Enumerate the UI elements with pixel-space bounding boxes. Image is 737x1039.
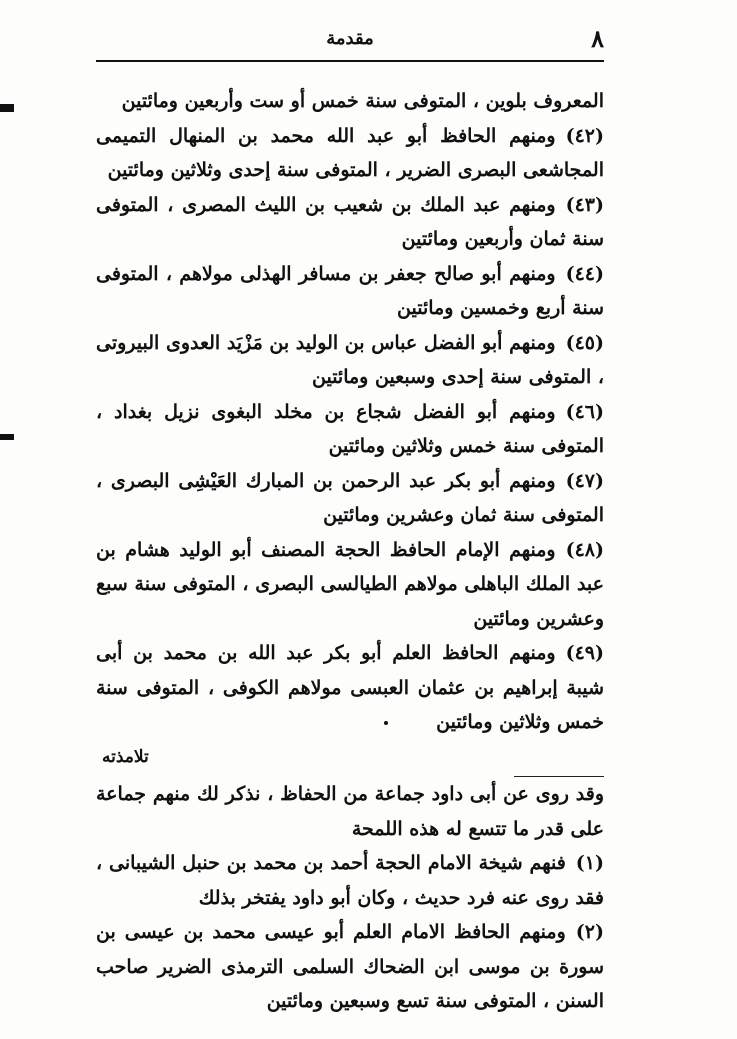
entry-text: ومنهم أبو الفضل عباس بن الوليد بن مَزْيَد العدوى البيروتى ، المتوفى سنة إحدى وسبعين ومائتين — [96, 331, 604, 388]
entry-text: ومنهم أبو صالح جعفر بن مسافر الهذلى مولاهم ، المتوفى سنة أربع وخمسين ومائتين — [96, 262, 604, 319]
page-header — [96, 24, 604, 58]
section-intro: وقد روى عن أبى داود جماعة من الحفاظ ، نذكر لك منهم جماعة على قدر ما تتسع له هذه اللمحة — [96, 783, 604, 840]
entry-43 — [96, 188, 604, 257]
page-number: ٨ — [591, 24, 604, 53]
entry-42 — [96, 119, 604, 188]
entry-45 — [96, 326, 604, 395]
entry-text: ومنهم الحافظ العلم أبو بكر عبد الله بن محمد بن أبى شيبة إبراهيم بن عثمان العبسى مولاهم الكوفى ، المتوفى سنة خمس وثلاثين ومائتين — [96, 642, 604, 733]
entry-number: (٤٢) — [565, 124, 604, 147]
entry-text: ومنهم أبو بكر عبد الرحمن بن المبارك العَيْشِى البصرى ، المتوفى سنة ثمان وعشرين ومائتين — [96, 469, 604, 526]
entry-46 — [96, 395, 604, 464]
entry-number: (٤٣) — [565, 193, 604, 216]
entry-text: فنهم شيخة الامام الحجة أحمد بن محمد بن حنبل الشيبانى ، فقد روى عنه فرد حديث ، وكان أبو داود يفتخر بذلك — [96, 852, 604, 909]
entry-text: ومنهم عبد الملك بن شعيب بن الليث المصرى ، المتوفى سنة ثمان وأربعين ومائتين — [96, 193, 604, 250]
entry-number: (٤٦) — [565, 400, 604, 423]
margin-mark — [0, 104, 14, 112]
margin-mark — [0, 434, 14, 440]
entry-text: ومنهم الحافظ الامام العلم أبو عيسى محمد بن عيسى بن سورة بن موسى ابن الضحاك السلمى الترمذى الضرير صاحب السنن ، المتوفى سنة تسع وسبعين ومائتين — [96, 921, 604, 1012]
entry-text: ومنهم الإمام الحافظ الحجة المصنف أبو الوليد هشام بن عبد الملك الباهلى مولاهم الطيالسى البصرى ، المتوفى سنة سبع وعشرين ومائتين — [96, 538, 604, 630]
opening-line: المعروف بلوين ، المتوفى سنة خمس أو ست وأربعين ومائتين — [121, 90, 604, 112]
entry-text: ومنهم الحافظ أبو عبد الله محمد بن المنهال التميمى المجاشعى البصرى الضرير ، المتوفى سنة إحدى وثلاثين ومائتين — [96, 124, 604, 181]
entry-48 — [96, 533, 604, 637]
section-heading: تلامذته — [102, 746, 149, 767]
entry-number: (١) — [575, 852, 604, 874]
header-rule — [96, 60, 604, 62]
page-body — [96, 84, 604, 1019]
running-title: مقدمة — [326, 28, 374, 49]
entry-number: (٤٤) — [565, 262, 604, 285]
entry-number: (٤٨) — [565, 538, 604, 561]
ink-dot — [384, 721, 388, 725]
entry-49 — [96, 636, 604, 740]
student-entry-1 — [96, 846, 604, 915]
entry-number: (٤٧) — [565, 469, 604, 492]
entry-47 — [96, 464, 604, 533]
student-entry-2 — [96, 915, 604, 1019]
entry-44 — [96, 257, 604, 326]
entry-number: (٤٩) — [565, 642, 604, 664]
entry-text: ومنهم أبو الفضل شجاع بن مخلد البغوى نزيل بغداد ، المتوفى سنة خمس وثلاثين ومائتين — [96, 400, 604, 457]
entry-number: (٢) — [575, 921, 604, 943]
entry-number: (٤٥) — [565, 331, 604, 354]
